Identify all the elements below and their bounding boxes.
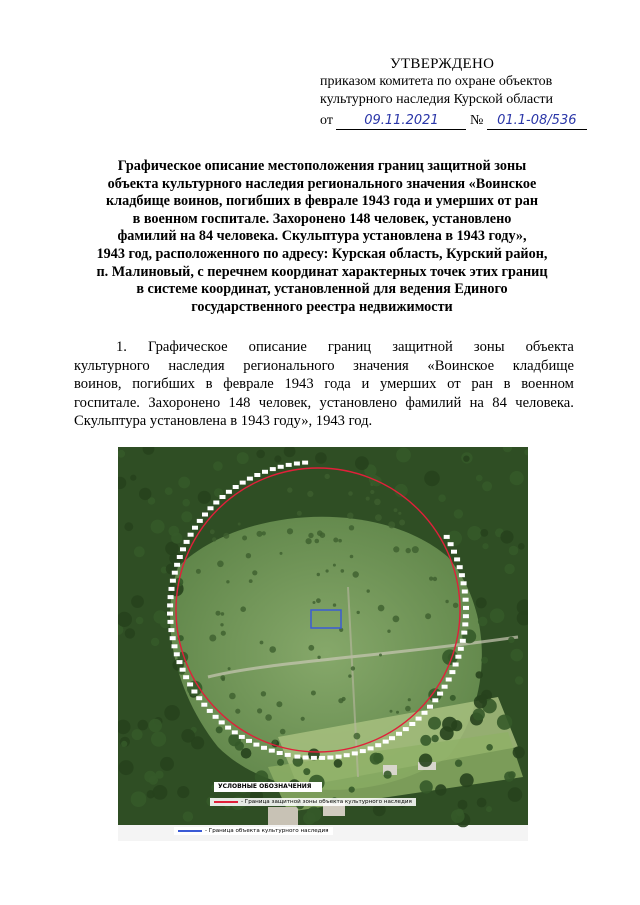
boundary-point-label (253, 743, 259, 747)
boundary-point-label (202, 513, 208, 517)
paragraph-word: установлено (319, 394, 398, 411)
boundary-point-label (226, 490, 232, 494)
paragraph-word: фамилий (405, 394, 462, 411)
paragraph-line (74, 375, 574, 394)
paragraph-word: на (469, 394, 484, 411)
legend-swatch-blue (178, 830, 202, 832)
boundary-point-label (344, 753, 350, 757)
boundary-point-label (239, 735, 245, 739)
boundary-point-label (219, 720, 225, 724)
paragraph-word: от (447, 376, 461, 393)
boundary-point-label (169, 587, 175, 591)
paragraph-word: зоны (473, 339, 505, 355)
document-title (72, 158, 572, 316)
title-line: объекта культурного наследия регионального значения «Воинское (107, 175, 537, 192)
title-line: в системе координат, установленной для ведения Единого (136, 281, 508, 298)
boundary-point-label (232, 730, 238, 734)
boundary-point-label (360, 749, 366, 753)
boundary-point-label (184, 540, 190, 544)
boundary-point-label (461, 581, 467, 585)
paragraph-word: человека. (515, 394, 574, 411)
boundary-point-label (463, 606, 469, 610)
paragraph-word: военном (521, 376, 574, 393)
title-line: кладбище воинов, погибших в феврале 1943 года и умерших от ран (105, 193, 539, 210)
boundary-point-label (254, 473, 260, 477)
paragraph-word: Скульптура установлена в 1943 году», 1943 год. (74, 413, 373, 430)
boundary-point-label (409, 722, 415, 726)
boundary-point-label (240, 481, 246, 485)
title-line: фамилий на 84 человека. Скульптура установлена в 1943 году», (117, 228, 527, 245)
paragraph-line (74, 357, 574, 376)
boundary-point-label (247, 477, 253, 481)
boundary-point-label (432, 698, 438, 702)
boundary-point-label (172, 644, 178, 648)
boundary-point-label (174, 652, 180, 656)
title-line: п. Малиновый, с перечнем координат характерных точек этих границ (96, 263, 548, 280)
legend-item-protection-zone: - Граница защитной зоны объекта культурного наследия (210, 798, 416, 806)
boundary-point-label (427, 705, 433, 709)
title-line: Графическое описание местоположения границ защитной зоны (117, 158, 527, 174)
boundary-point-label (187, 682, 193, 686)
boundary-point-label (233, 485, 239, 489)
approval-heading: УТВЕРЖДЕНО (390, 56, 495, 72)
boundary-point-label (213, 501, 219, 505)
paragraph-word: 1. (116, 339, 127, 355)
boundary-point-label (416, 717, 422, 721)
paragraph-word: кладбище (512, 357, 574, 374)
boundary-point-label (177, 555, 183, 559)
boundary-point-label (336, 755, 342, 759)
boundary-point-label (261, 746, 267, 750)
paragraph-line (74, 338, 574, 357)
boundary-point-label (451, 550, 457, 554)
paragraph-word: и (361, 376, 370, 393)
boundary-point-label (453, 663, 459, 667)
legend-swatch-red (214, 801, 238, 803)
title-line: в военном госпитале. Захоронено 148 человек, установлено (132, 210, 512, 227)
paragraph-word: в (205, 376, 213, 393)
boundary-point-label (463, 614, 469, 618)
boundary-point-label (286, 463, 292, 467)
boundary-point-label (294, 755, 300, 759)
boundary-point-label (457, 565, 463, 569)
boundary-point-label (455, 655, 461, 659)
boundary-point-label (383, 740, 389, 744)
boundary-point-label (197, 519, 203, 523)
boundary-point-label (446, 678, 452, 682)
boundary-point-label (302, 461, 308, 465)
boundary-point-label (403, 727, 409, 731)
satellite-image (118, 447, 528, 841)
boundary-point-label (207, 709, 213, 713)
boundary-point-label (168, 595, 174, 599)
boundary-point-label (177, 660, 183, 664)
boundary-point-label (167, 612, 173, 616)
boundary-point-label (196, 696, 202, 700)
boundary-point-label (174, 563, 180, 567)
paragraph-word: культурного (74, 357, 150, 374)
boundary-point-label (246, 739, 252, 743)
boundary-point-label (225, 726, 231, 730)
title-line: государственного реестра недвижимости (191, 298, 453, 315)
boundary-point-label (180, 547, 186, 551)
boundary-point-label (454, 557, 460, 561)
boundary-point-label (191, 690, 197, 694)
paragraph-word: феврале (223, 376, 274, 393)
boundary-point-label (327, 756, 333, 760)
paragraph-word: значения (353, 357, 409, 374)
boundary-point-label (461, 631, 467, 635)
boundary-point-label (303, 756, 309, 760)
approval-order-line: приказом комитета по охране объектов (320, 74, 553, 89)
boundary-point-label (170, 636, 176, 640)
boundary-point-label (352, 751, 358, 755)
approval-date-number-line (320, 113, 587, 130)
boundary-point-label (220, 495, 226, 499)
boundary-point-label (201, 703, 207, 707)
boundary-map (118, 447, 528, 841)
number-prefix: № (469, 113, 484, 128)
boundary-point-label (208, 506, 214, 510)
boundary-point-label (442, 685, 448, 689)
boundary-point-label (170, 579, 176, 583)
section-paragraph (74, 338, 574, 431)
paragraph-line (74, 394, 574, 413)
boundary-point-label (262, 470, 268, 474)
paragraph-word: госпитале. (74, 394, 140, 411)
boundary-point-label (180, 668, 186, 672)
paragraph-word: умерших (379, 376, 437, 393)
paragraph-word: воинов, (74, 376, 122, 393)
paragraph-word: ран (471, 376, 493, 393)
date-prefix: от (320, 113, 333, 128)
boundary-point-label (167, 603, 173, 607)
paragraph-word: Захоронено (148, 394, 221, 411)
boundary-point-label (269, 749, 275, 753)
paragraph-word: границ (327, 339, 372, 355)
boundary-point-label (463, 598, 469, 602)
boundary-point-label (437, 692, 443, 696)
boundary-point-label (460, 639, 466, 643)
paragraph-word: защитной (392, 339, 453, 355)
boundary-point-label (448, 542, 454, 546)
boundary-point-label (278, 465, 284, 469)
boundary-point-label (311, 756, 317, 760)
boundary-point-label (396, 732, 402, 736)
paragraph-line (74, 412, 574, 431)
boundary-point-label (168, 620, 174, 624)
boundary-point-label (294, 462, 300, 466)
legend-title: УСЛОВНЫЕ ОБОЗНАЧЕНИЯ (214, 782, 322, 792)
approval-number: 01.1-08/536 (487, 113, 587, 130)
approval-date: 09.11.2021 (336, 113, 466, 130)
paragraph-word: «Воинское (427, 357, 495, 374)
boundary-point-label (277, 751, 283, 755)
boundary-point-label (285, 753, 291, 757)
boundary-point-label (462, 590, 468, 594)
paragraph-word: в (503, 376, 511, 393)
paragraph-word: 1943 (284, 376, 314, 393)
boundary-point-label (368, 746, 374, 750)
paragraph-word: погибших (132, 376, 195, 393)
boundary-point-label (449, 670, 455, 674)
boundary-point-label (389, 736, 395, 740)
boundary-point-label (422, 711, 428, 715)
boundary-point-label (168, 628, 174, 632)
paragraph-word: года (324, 376, 351, 393)
approval-committee-line: культурного наследия Курской области (320, 92, 554, 107)
legend-item-heritage-boundary: - Граница объекта культурного наследия (174, 827, 333, 835)
boundary-point-label (444, 535, 450, 539)
boundary-point-label (192, 526, 198, 530)
boundary-point-label (319, 756, 325, 760)
boundary-point-label (462, 622, 468, 626)
paragraph-word: 148 (228, 394, 251, 411)
boundary-point-label (459, 573, 465, 577)
boundary-point-label (270, 467, 276, 471)
paragraph-word: описание (248, 339, 307, 355)
paragraph-word: Графическое (148, 339, 228, 355)
boundary-point-label (183, 675, 189, 679)
title-line: 1943 год, расположенного по адресу: Курская область, Курский район, (96, 245, 548, 262)
paragraph-word: регионального (243, 357, 335, 374)
paragraph-word: человек, (258, 394, 312, 411)
boundary-point-label (172, 571, 178, 575)
boundary-point-label (188, 533, 194, 537)
paragraph-word: наследия (168, 357, 225, 374)
boundary-point-label (375, 743, 381, 747)
paragraph-word: объекта (525, 339, 574, 355)
boundary-point-label (213, 715, 219, 719)
paragraph-word: 84 (492, 394, 507, 411)
boundary-point-label (458, 647, 464, 651)
